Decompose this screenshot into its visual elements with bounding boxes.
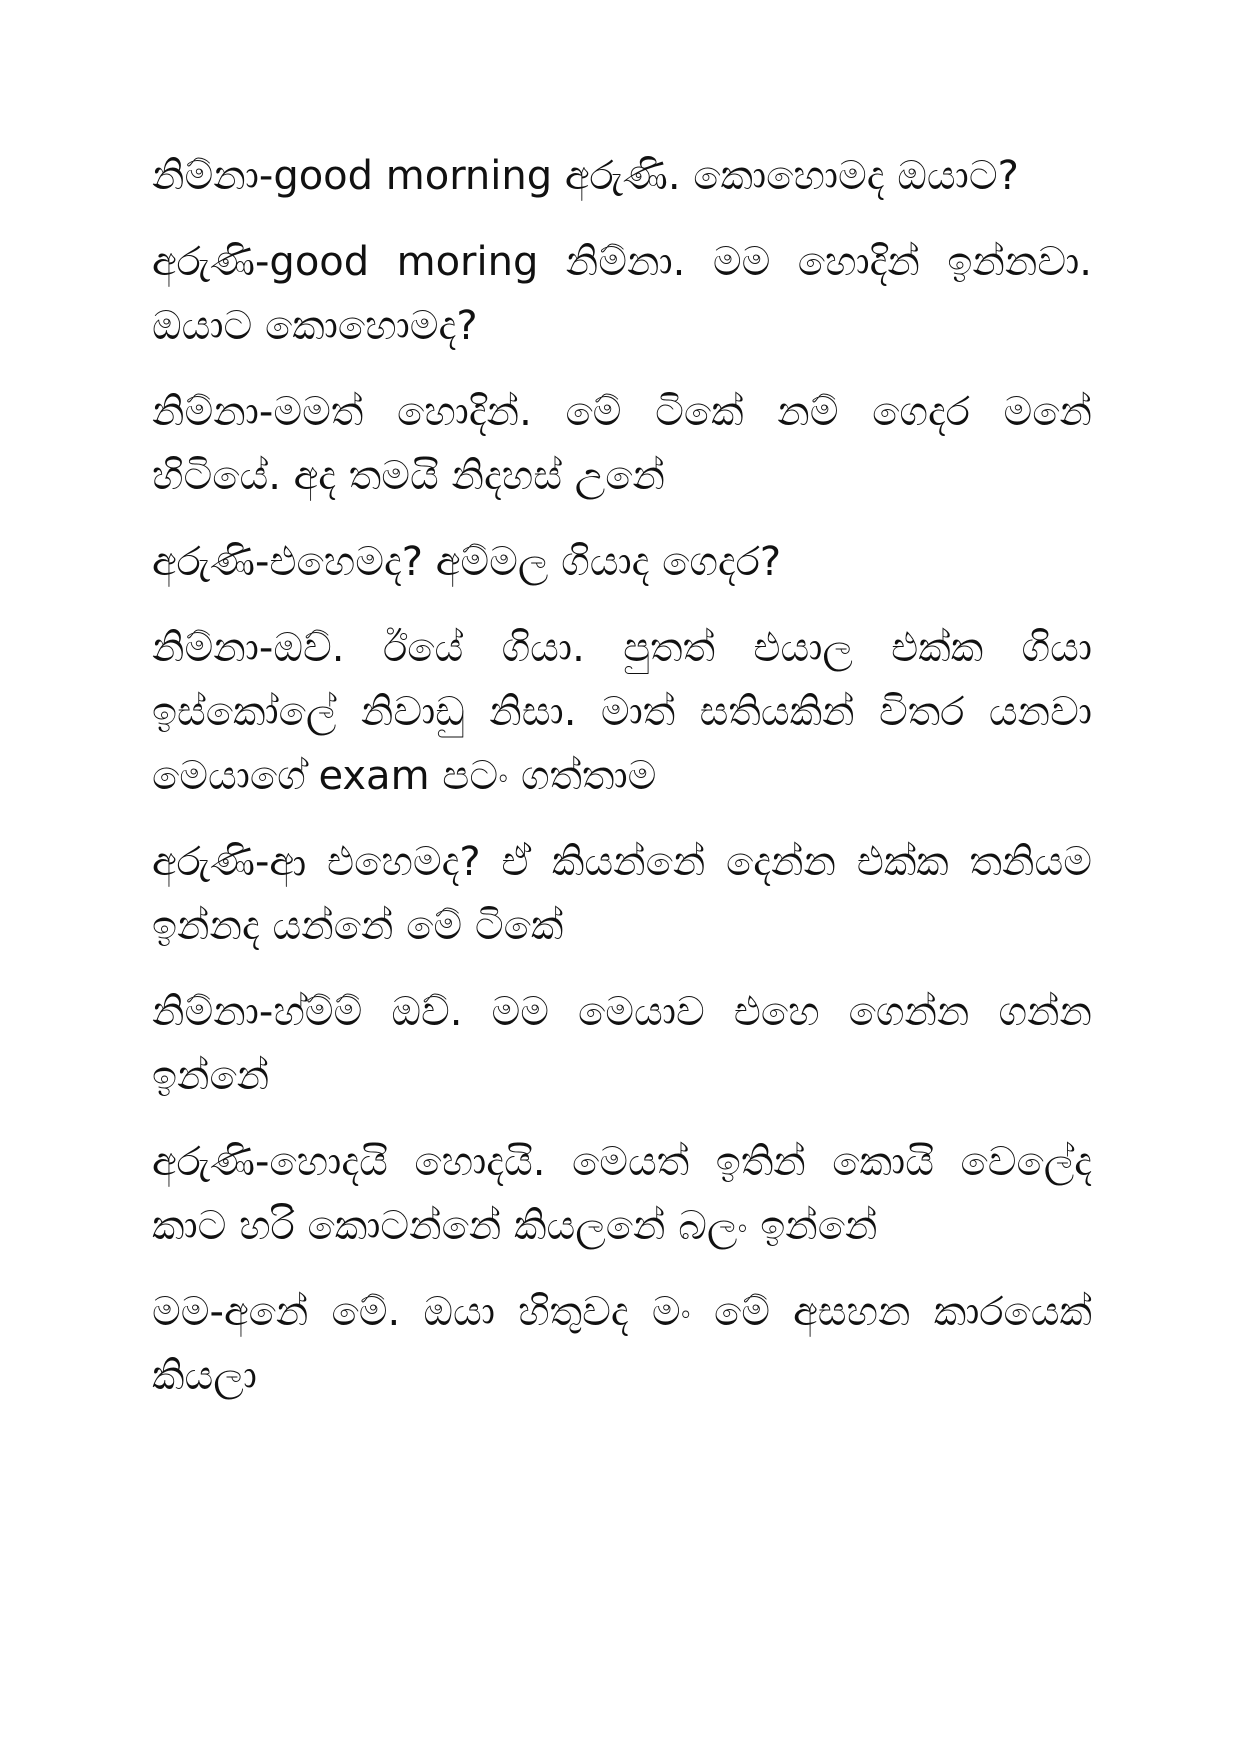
dialogue-paragraph-9: මම-අනේ මේ. ඔයා හිතුවද මං මේ අසහන කාරයෙක් කියලා bbox=[152, 1289, 1092, 1399]
document-page bbox=[152, 144, 1092, 1430]
dialogue-paragraph-4: අරුණි-එහෙමද? අම්මල ගියාද ගෙදර? bbox=[152, 539, 782, 585]
dialogue-paragraph-6: අරුණි-ආ එහෙමද? ඒ කියන්නේ දෙන්න එක්ක තනියම ඉන්නද යන්නේ මේ ටිකේ bbox=[152, 839, 1092, 949]
dialogue-paragraph-5: නිම්නා-ඔව්. ඊයේ ගියා. පුතත් එයාල එක්ක ගියා ඉස්කෝලේ නිවාඩු නිසා. මාත් සතියකින් විතර යනවා මෙයාගේ exam පටං ගත්තාම bbox=[152, 625, 1092, 799]
dialogue-paragraph-8: අරුණි-හොදයි හොදයි. මෙයත් ඉතින් කොයි වෙලේද කාට හරි කොටන්නේ කියලනේ බලං ඉන්නේ bbox=[152, 1139, 1093, 1249]
dialogue-paragraph-3: නිම්නා-මමත් හොදින්. මේ ටිකේ නම් ගෙදර මනේ හිටියේ. අද තමයි නිදහස් උනේ bbox=[152, 389, 1092, 499]
dialogue-paragraph-2: අරුණි-good moring නිම්නා. මම හොදින් ඉන්නවා. ඔයාට කොහොමද? bbox=[152, 239, 1092, 349]
dialogue-paragraph-1: නිම්නා-good morning අරුණි. කොහොමද ඔයාට? bbox=[152, 153, 1019, 199]
dialogue-paragraph-7: නිම්නා-හ්ම්ම් ඔව්. මම මෙයාව එහෙ ගෙන්න ගන්න ඉන්නේ bbox=[152, 989, 1092, 1099]
